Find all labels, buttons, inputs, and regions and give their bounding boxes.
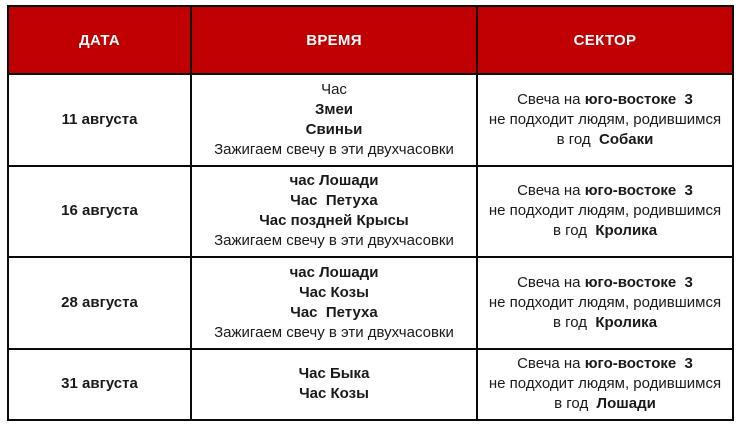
sector-line (484, 354, 726, 374)
time-cell (191, 74, 477, 166)
text-segment: Кролика (595, 313, 658, 331)
text-segment: не подходит людям, родившимся (488, 202, 722, 220)
text-segment: Свиньи (305, 120, 363, 138)
table-row (8, 166, 733, 258)
sector-cell (477, 257, 733, 349)
text-segment: час Лошади (289, 172, 379, 190)
text-segment: Свеча на (517, 355, 585, 373)
text-segment: в год (556, 130, 600, 148)
sector-cell (477, 349, 733, 420)
sector-line (484, 273, 726, 293)
table-body (8, 74, 733, 420)
text-segment: Змеи (314, 100, 354, 118)
time-line (198, 120, 470, 140)
column-header-sector: СЕКТОР (477, 6, 733, 74)
table-row (8, 349, 733, 420)
time-line (198, 211, 470, 231)
sector-cell (477, 74, 733, 166)
text-segment: Зажигаем свечу в эти двухчасовки (214, 140, 454, 158)
sector-line (484, 313, 726, 333)
text-segment: Лошади (596, 395, 656, 413)
text-segment: час Лошади (289, 263, 379, 281)
text-segment: в год (552, 313, 596, 331)
time-line (198, 263, 470, 283)
text-segment: Час Петуха (290, 192, 378, 210)
date-cell: 16 августа (8, 166, 191, 258)
text-segment: не подходит людям, родившимся (488, 375, 722, 393)
text-segment: Собаки (599, 130, 654, 148)
sector-line (484, 130, 726, 150)
time-line (198, 303, 470, 323)
text-segment: Свеча на (517, 273, 585, 291)
sector-line (484, 221, 726, 241)
sector-line (484, 374, 726, 394)
table-row (8, 257, 733, 349)
text-segment: Зажигаем свечу в эти двухчасовки (214, 232, 454, 250)
text-segment: Час Быка (298, 365, 370, 383)
sector-line (484, 394, 726, 414)
text-segment: Час поздней Крысы (259, 212, 409, 230)
sector-line (484, 90, 726, 110)
time-cell (191, 257, 477, 349)
text-segment: Кролика (595, 222, 658, 240)
time-cell (191, 349, 477, 420)
time-line (198, 191, 470, 211)
text-segment: Час Петуха (290, 303, 378, 321)
text-segment: Зажигаем свечу в эти двухчасовки (214, 323, 454, 341)
time-line (198, 171, 470, 191)
text-segment: в год (554, 395, 597, 413)
sector-line (484, 110, 726, 130)
time-line (198, 283, 470, 303)
sector-cell (477, 166, 733, 258)
header-row (8, 6, 733, 74)
text-segment: Свеча на (517, 182, 585, 200)
column-header-date: ДАТА (8, 6, 191, 74)
text-segment: юго-востоке 3 (584, 90, 693, 108)
text-segment: в год (552, 222, 596, 240)
text-segment: юго-востоке 3 (584, 273, 693, 291)
date-cell: 11 августа (8, 74, 191, 166)
column-header-time: ВРЕМЯ (191, 6, 477, 74)
text-segment: Час (321, 80, 347, 98)
time-line (198, 100, 470, 120)
time-line (198, 231, 470, 251)
time-cell (191, 166, 477, 258)
time-line (198, 140, 470, 160)
text-segment: Час Козы (299, 283, 369, 301)
text-segment: юго-востоке 3 (584, 355, 693, 373)
sector-line (484, 293, 726, 313)
table-row (8, 74, 733, 166)
text-segment: Свеча на (517, 90, 585, 108)
text-segment: Час Козы (299, 385, 369, 403)
text-segment: не подходит людям, родившимся (488, 293, 722, 311)
sector-line (484, 201, 726, 221)
date-cell: 31 августа (8, 349, 191, 420)
date-cell: 28 августа (8, 257, 191, 349)
schedule-table (7, 5, 734, 421)
text-segment: юго-востоке 3 (584, 182, 693, 200)
text-segment: не подходит людям, родившимся (488, 110, 722, 128)
time-line (198, 80, 470, 100)
time-line (198, 384, 470, 404)
time-line (198, 364, 470, 384)
time-line (198, 323, 470, 343)
sector-line (484, 181, 726, 201)
